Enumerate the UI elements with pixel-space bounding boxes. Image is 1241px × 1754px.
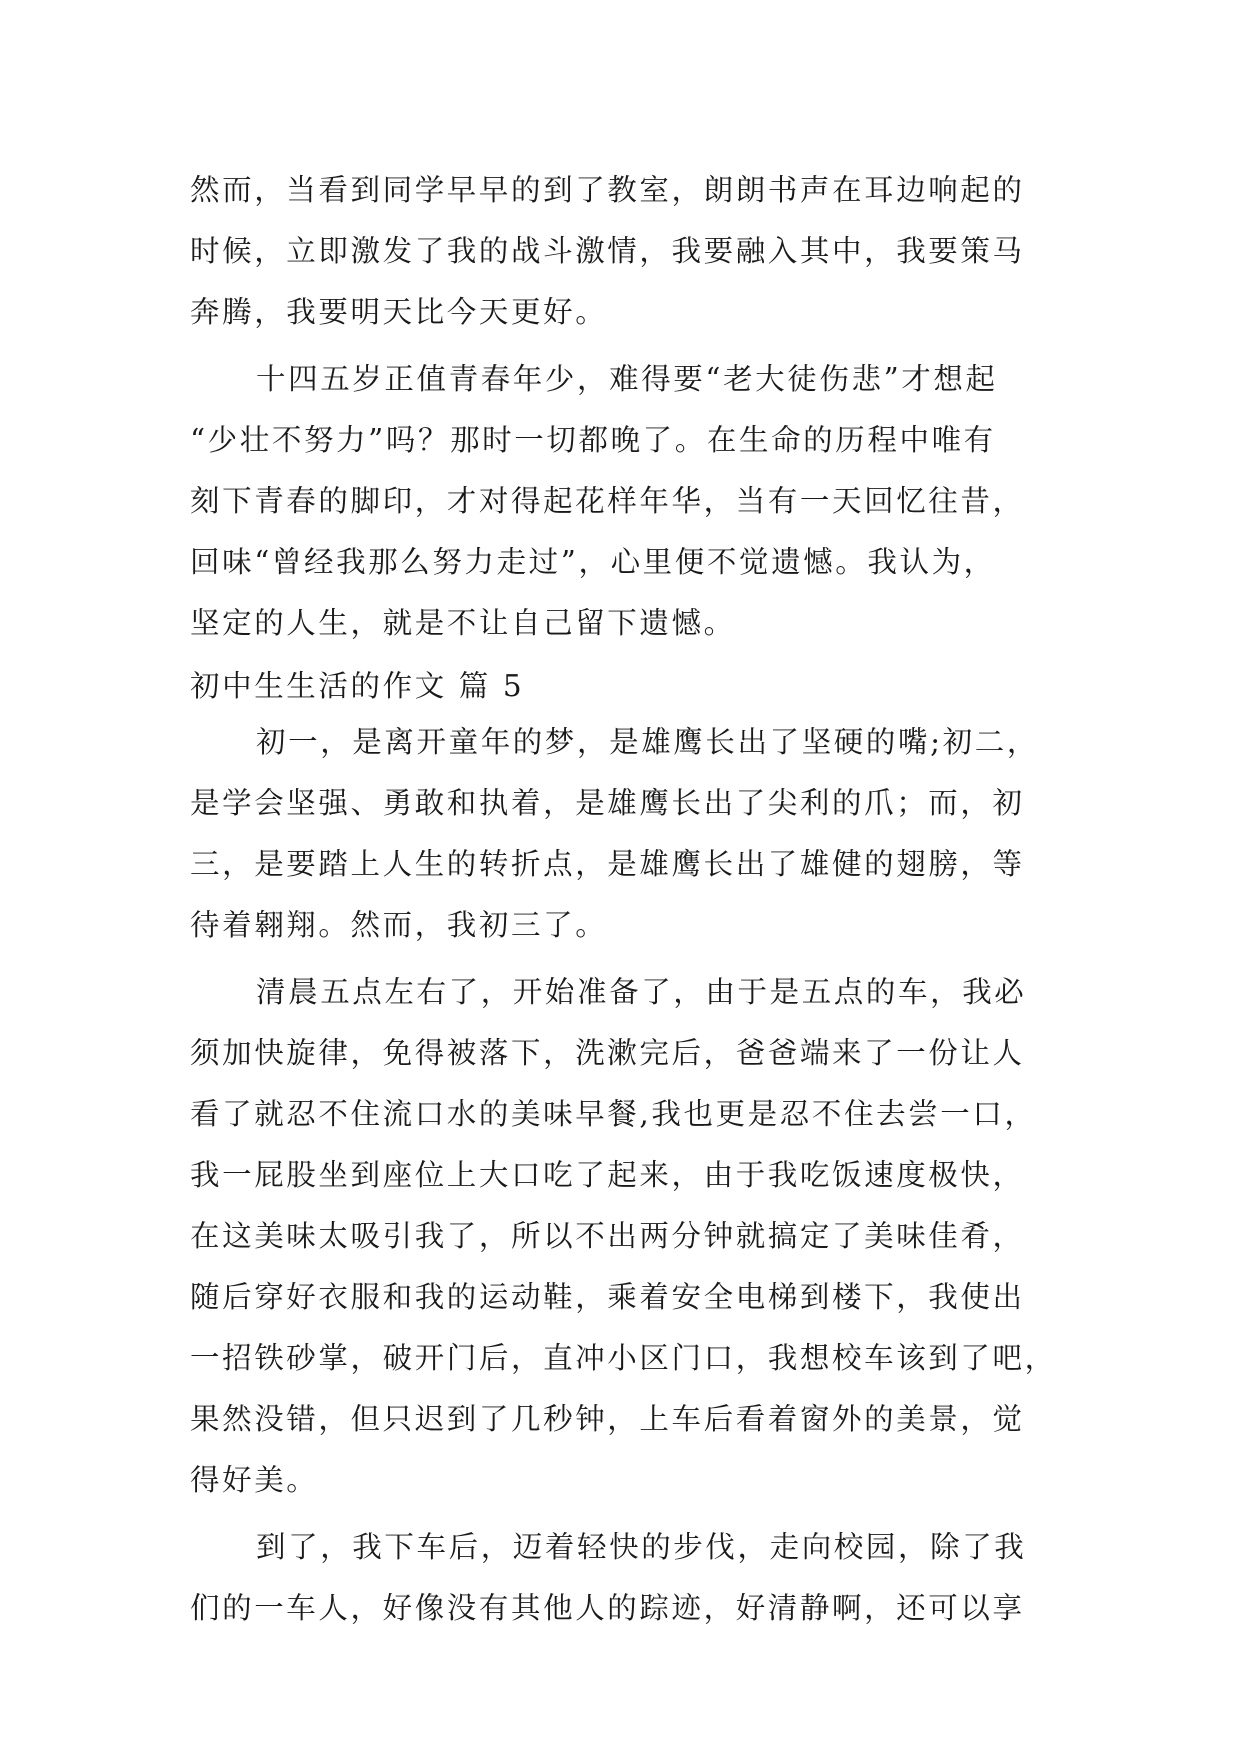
text-line [190,1517,1050,1578]
text-line-content: 清晨五点左右了，开始准备了，由于是五点的车，我必 [256,975,1027,1009]
document-body [190,160,1057,1645]
text-line: 我一屁股坐到座位上大口吃了起来，由于我吃饭速度极快， [190,1158,1025,1192]
text-line: 在这美味太吸引我了，所以不出两分钟就搞定了美味佳肴， [190,1219,1025,1253]
text-line: 是学会坚强、勇敢和执着，是雄鹰长出了尖利的爪；而，初 [190,786,1025,820]
text-line: 们的一车人，好像没有其他人的踪迹，好清静啊，还可以享 [190,1591,1025,1625]
text-line: 果然没错，但只迟到了几秒钟，上车后看着窗外的美景，觉 [190,1402,1025,1436]
text-line: 得好美。 [190,1463,319,1497]
text-line: 须加快旋律，免得被落下，洗漱完后，爸爸端来了一份让人 [190,1036,1025,1070]
text-line: 刻下青春的脚印，才对得起花样年华，当有一天回忆往昔， [190,484,1025,518]
text-line: 一招铁砂掌，破开门后，直冲小区门口，我想校车该到了吧， [190,1341,1057,1375]
text-line: 随后穿好衣服和我的运动鞋，乘着安全电梯到楼下，我使出 [190,1280,1025,1314]
text-line: 坚定的人生，就是不让自己留下遗憾。 [190,606,736,640]
text-line-content: 十四五岁正值青春年少，难得要“老大徒伤悲”才想起 [256,362,998,396]
text-line: 回味“曾经我那么努力走过”，心里便不觉遗憾。我认为， [190,545,996,579]
text-line: 看了就忍不住流口水的美味早餐,我也更是忍不住去尝一口， [190,1097,1037,1131]
text-line: 时候，立即激发了我的战斗激情，我要融入其中，我要策马 [190,234,1025,268]
text-line: 待着翱翔。然而，我初三了。 [190,908,608,942]
text-line [190,349,1050,410]
text-line: 三，是要踏上人生的转折点，是雄鹰长出了雄健的翅膀，等 [190,847,1025,881]
text-line-content: 到了，我下车后，迈着轻快的步伐，走向校园，除了我 [256,1530,1027,1564]
text-line: 然而，当看到同学早早的到了教室，朗朗书声在耳边响起的 [190,173,1025,207]
paragraph [190,1517,1050,1639]
text-line: 奔腾，我要明天比今天更好。 [190,295,608,329]
text-line: “少壮不努力”吗？那时一切都晚了。在生命的历程中唯有 [190,423,996,457]
text-line [190,962,1050,1023]
paragraph [190,349,1050,654]
section-heading: 初中生生活的作文 篇 5 [190,669,525,703]
text-line [190,712,1050,773]
paragraph [190,962,1057,1511]
paragraph [190,712,1050,956]
paragraph [190,160,1050,343]
text-line-content: 初一，是离开童年的梦，是雄鹰长出了坚硬的嘴;初二， [256,725,1039,759]
